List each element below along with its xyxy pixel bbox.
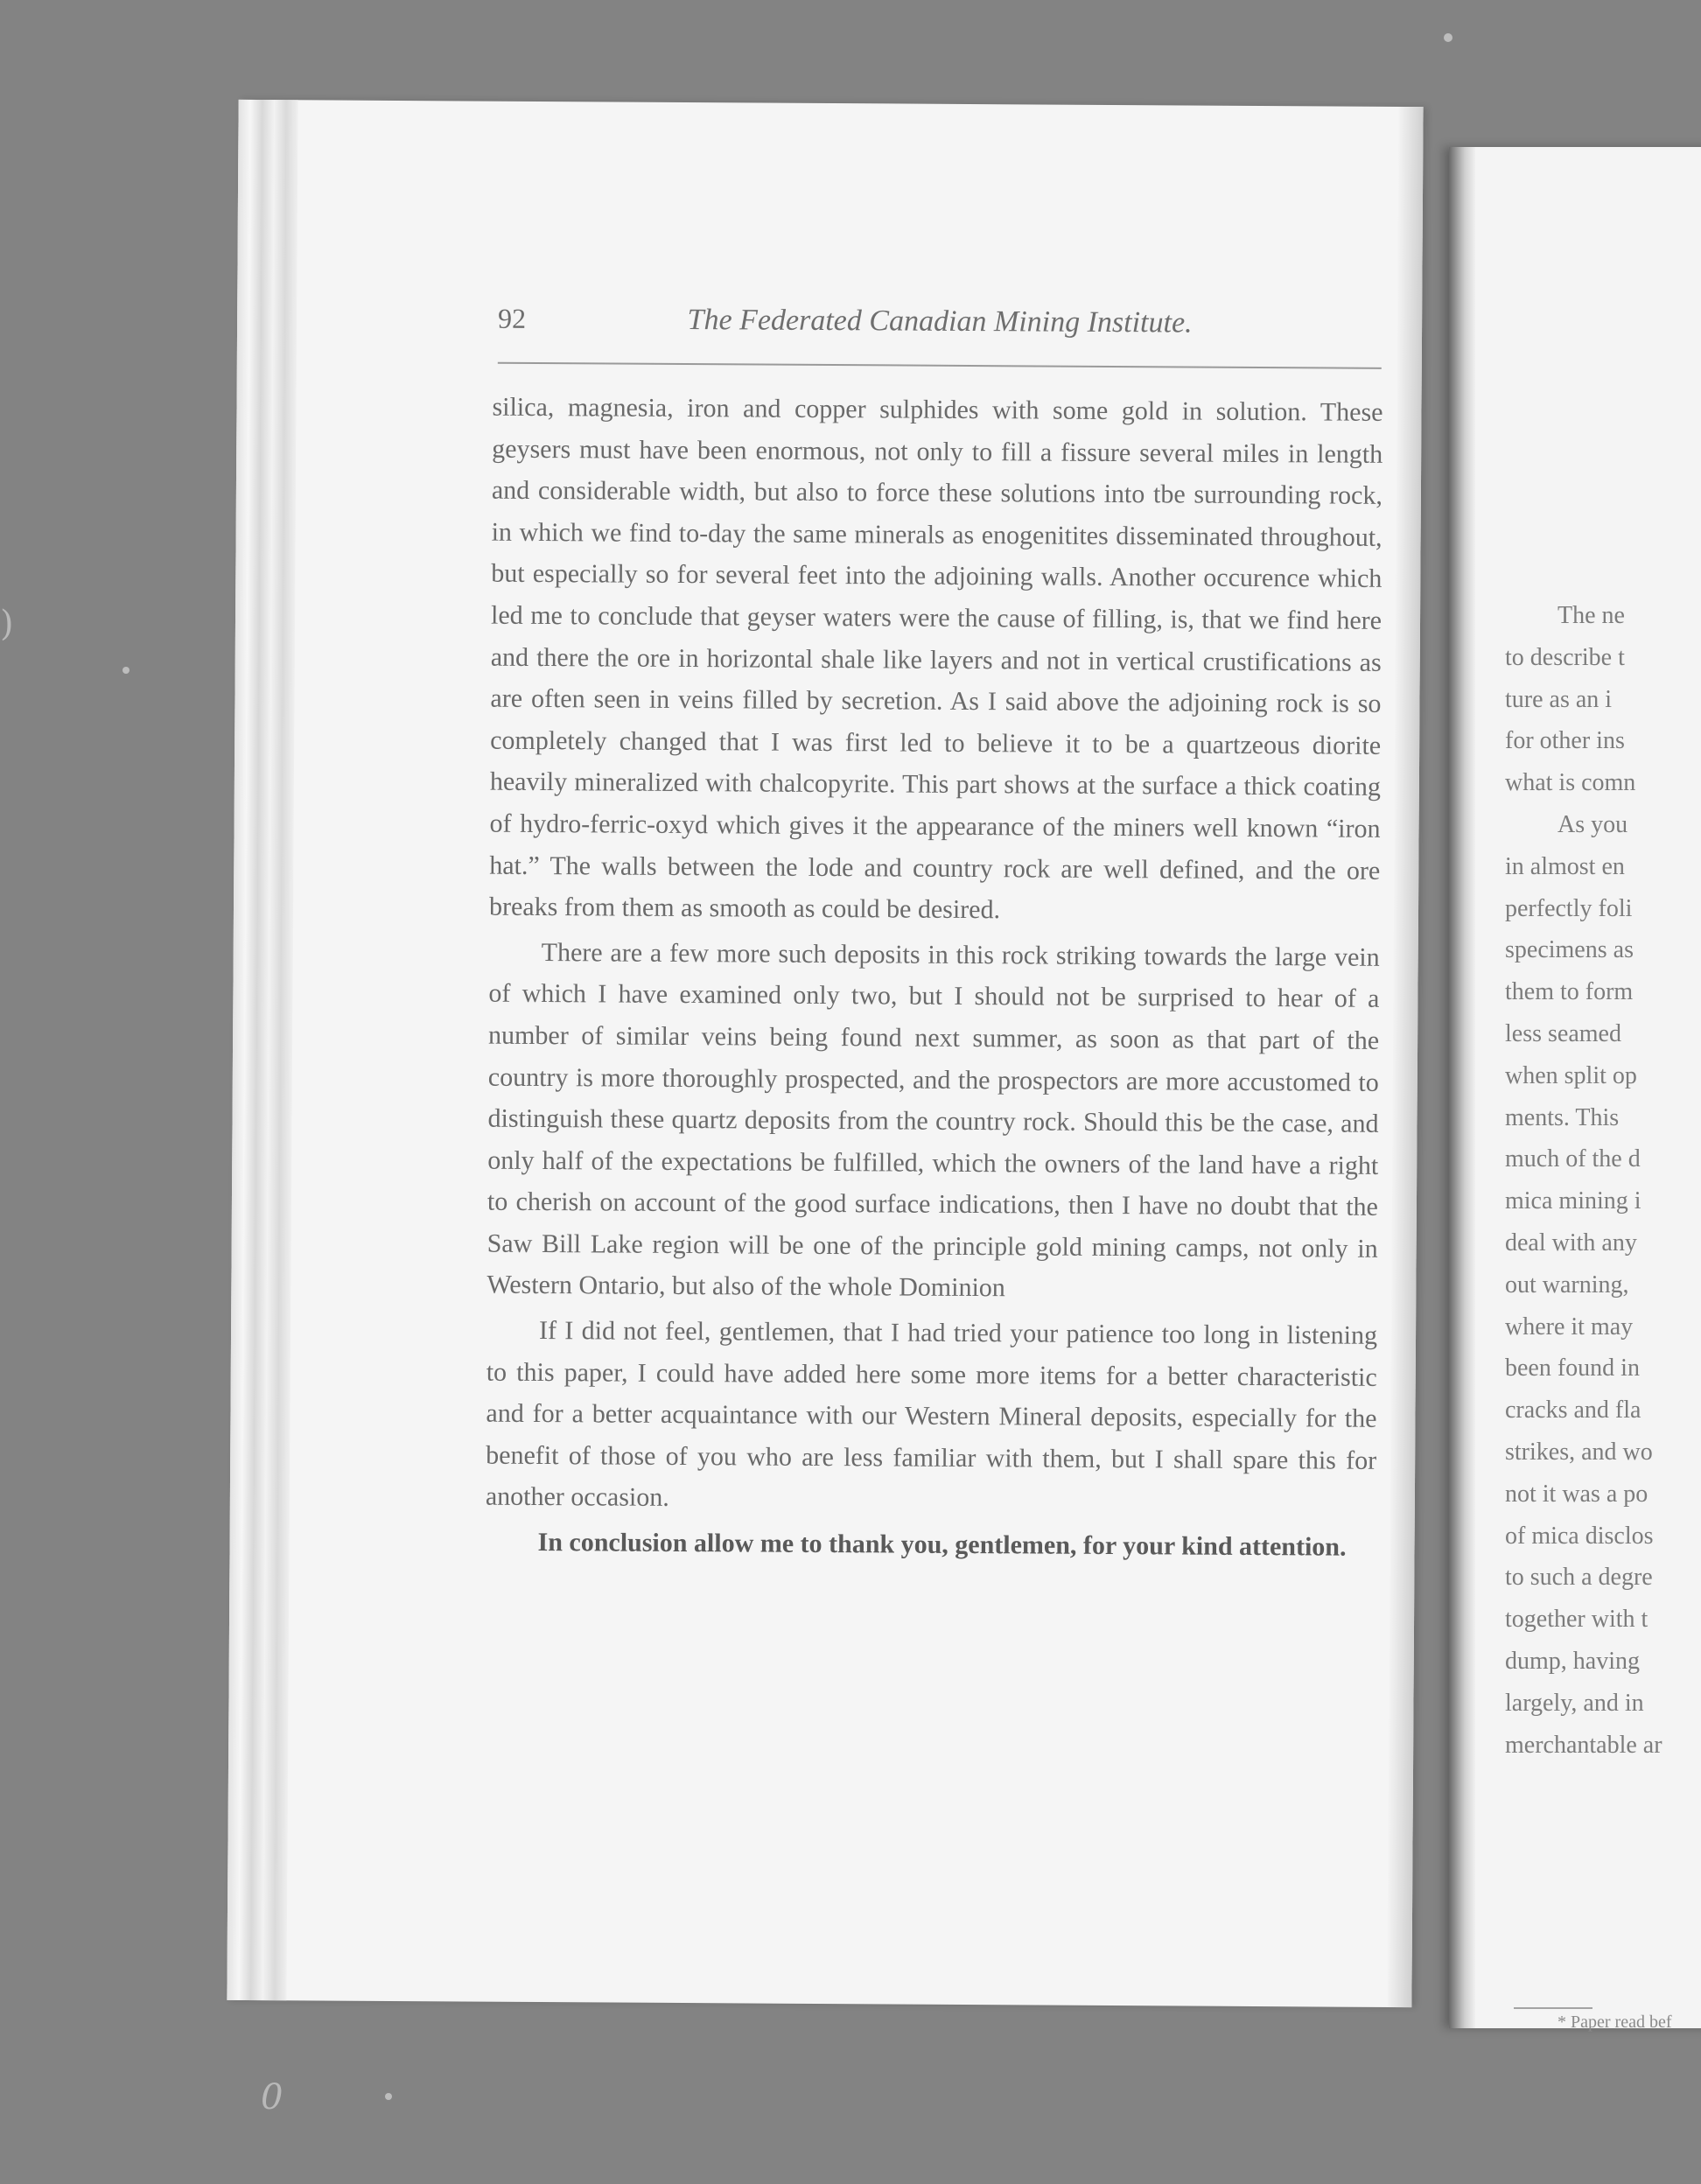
right-line: to describe t bbox=[1505, 643, 1625, 671]
page-gutter bbox=[1387, 107, 1423, 2007]
right-line: less seamed bbox=[1505, 1019, 1621, 1047]
margin-mark: ) bbox=[0, 604, 14, 644]
right-line: when split op bbox=[1505, 1061, 1637, 1089]
footnote-rule bbox=[1514, 2007, 1592, 2009]
right-line: ture as an i bbox=[1505, 685, 1613, 713]
page-number: 92 bbox=[498, 302, 527, 334]
right-line: not it was a po bbox=[1505, 1480, 1648, 1508]
book-spine bbox=[1449, 147, 1475, 2028]
page-edges bbox=[227, 100, 298, 2000]
paragraph: If I did not feel, gentlemen, that I had tried your patience too long in listening to this paper, I could have added here some more items for a better characteristic and for a better acquaintance with our Western Mineral deposits, especially for the benefit of those of you who are less familiar with them, but I shall spare this for another occasion. bbox=[485, 1316, 1378, 1513]
right-line: deal with any bbox=[1505, 1228, 1637, 1256]
right-line: of mica disclos bbox=[1505, 1522, 1654, 1550]
paragraph: silica, magnesia, iron and copper sulphides with some gold in solution. These geysers must have been enormous, not only to fill a fissure several miles in length and considerable width, but also to force these solutions into tbe surrounding rock, in which we find to-day the same minerals as enogenitites disseminated throughout, but especially so for several feet into the adjoining walls. Another occurence which led me to conclude that geyser waters were the cause of filling, is, that we find here and there the ore in horizontal shale like layers and not in vertical crustifications as are often seen in veins filled by secretion. As I said above the adjoining rock is so completely changed that I was first led to believe it to be a quartzeous diorite heavily mineralized with chalcopyrite. This part shows at the surface a thick coating of hydro-ferric-oxyd which gives it the appearance of the miners well known “iron hat.” The walls between the lode and country rock are well defined, and the ore breaks from them as smooth as could be desired. bbox=[488, 392, 1383, 925]
body-text bbox=[485, 387, 1382, 1569]
right-line: specimens as bbox=[1505, 936, 1634, 964]
right-line: for other ins bbox=[1505, 727, 1625, 755]
right-line: them to form bbox=[1505, 978, 1634, 1006]
left-page bbox=[227, 100, 1423, 2007]
speck bbox=[385, 2093, 392, 2100]
right-line: to such a degre bbox=[1505, 1564, 1653, 1592]
right-line: dump, having bbox=[1505, 1647, 1640, 1675]
paragraph: There are a few more such deposits in this rock striking towards the large vein of which I have examined only two, but I should not be surprised to hear of a number of similar veins being found next summer, as soon as that part of the country is more thoroughly prospected, and the prospectors are more accustomed to distinguish these quartz deposits from the country rock. Should this be the case, and only half of the expectations be fulfilled, which the owners of the land have a right to cherish on account of the good surface indications, then I have no doubt that the Saw Bill Lake region will be one of the principle gold mining camps, not only in Western Ontario, but also of the whole Dominion bbox=[486, 937, 1380, 1303]
right-line: where it may bbox=[1505, 1312, 1634, 1340]
right-line: out warning, bbox=[1505, 1270, 1629, 1298]
right-line: together with t bbox=[1505, 1606, 1648, 1634]
right-line: in almost en bbox=[1505, 852, 1625, 880]
right-line: perfectly foli bbox=[1505, 894, 1633, 922]
closing-paragraph: In conclusion allow me to thank you, gentlemen, for your kind attention. bbox=[537, 1528, 1347, 1562]
right-line: what is comn bbox=[1505, 769, 1636, 797]
footnote: * Paper read bef bbox=[1558, 2012, 1672, 2032]
speck bbox=[1444, 33, 1452, 42]
right-line: The ne bbox=[1558, 602, 1625, 629]
right-line: strikes, and wo bbox=[1505, 1438, 1653, 1466]
page-header bbox=[498, 303, 1382, 343]
right-line: cracks and fla bbox=[1505, 1396, 1642, 1424]
right-line: ments. This bbox=[1505, 1103, 1620, 1131]
right-line: much of the d bbox=[1505, 1145, 1641, 1173]
right-line: mica mining i bbox=[1505, 1187, 1642, 1215]
margin-mark: 0 bbox=[261, 2077, 284, 2118]
right-line: largely, and in bbox=[1505, 1689, 1644, 1717]
header-rule bbox=[498, 362, 1382, 369]
right-line: merchantable ar bbox=[1505, 1731, 1662, 1759]
right-line: been found in bbox=[1505, 1354, 1640, 1382]
right-line: As you bbox=[1558, 810, 1628, 838]
speck bbox=[122, 667, 130, 674]
running-title: The Federated Canadian Mining Institute. bbox=[687, 304, 1193, 340]
right-page-text bbox=[1505, 595, 1701, 1766]
